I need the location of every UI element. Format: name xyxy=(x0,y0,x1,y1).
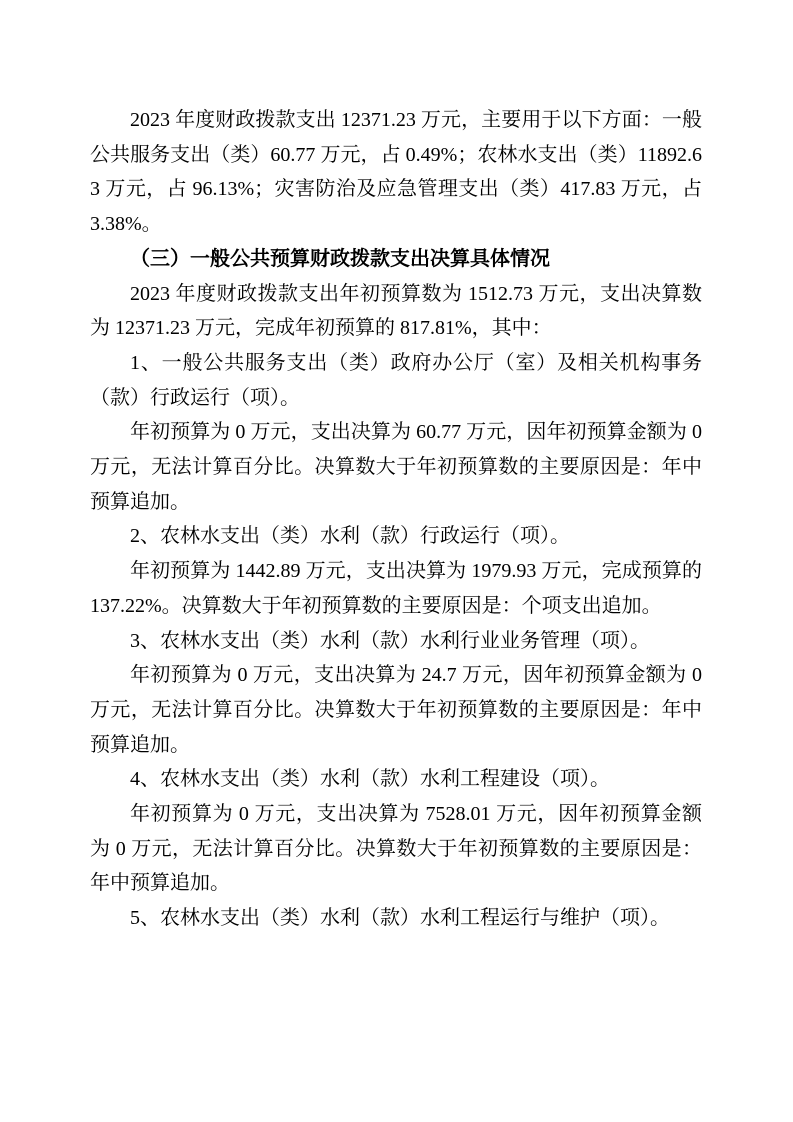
paragraph: 年初预算为 0 万元，支出决算为 60.77 万元，因年初预算金额为 0 万元，无法计算百分比。决算数大于年初预算数的主要原因是：年中预算追加。 xyxy=(90,421,702,513)
paragraph: 1、一般公共服务支出（类）政府办公厅（室）及相关机构事务（款）行政运行（项）。 xyxy=(90,351,702,409)
paragraph: 2023 年度财政拨款支出 12371.23 万元，主要用于以下方面：一般公共服务支出（类）60.77 万元，占 0.49%；农林水支出（类）11892.63 万元，占 96.13%；灾害防治及应急管理支出（类）417.83 万元，占 3.38%。 xyxy=(90,109,702,236)
paragraph: 5、农林水支出（类）水利（款）水利工程运行与维护（项）。 xyxy=(130,907,670,930)
paragraph: 2023 年度财政拨款支出年初预算数为 1512.73 万元，支出决算数为 12371.23 万元，完成年初预算的 817.81%，其中： xyxy=(90,282,702,340)
paragraph: 年初预算为 1442.89 万元，支出决算为 1979.93 万元，完成预算的 137.22%。决算数大于年初预算数的主要原因是：个项支出追加。 xyxy=(90,560,702,617)
document-content xyxy=(90,103,702,936)
paragraph: 2、农林水支出（类）水利（款）行政运行（项）。 xyxy=(130,525,570,548)
section-heading: （三）一般公共预算财政拨款支出决算具体情况 xyxy=(130,247,550,270)
paragraph: 年初预算为 0 万元，支出决算为 24.7 万元，因年初预算金额为 0 万元，无法计算百分比。决算数大于年初预算数的主要原因是：年中预算追加。 xyxy=(90,664,702,756)
paragraph: 4、农林水支出（类）水利（款）水利工程建设（项）。 xyxy=(130,768,610,791)
paragraph: 年初预算为 0 万元，支出决算为 7528.01 万元，因年初预算金额为 0 万元，无法计算百分比。决算数大于年初预算数的主要原因是：年中预算追加。 xyxy=(90,803,702,895)
paragraph: 3、农林水支出（类）水利（款）水利行业业务管理（项）。 xyxy=(130,629,650,652)
